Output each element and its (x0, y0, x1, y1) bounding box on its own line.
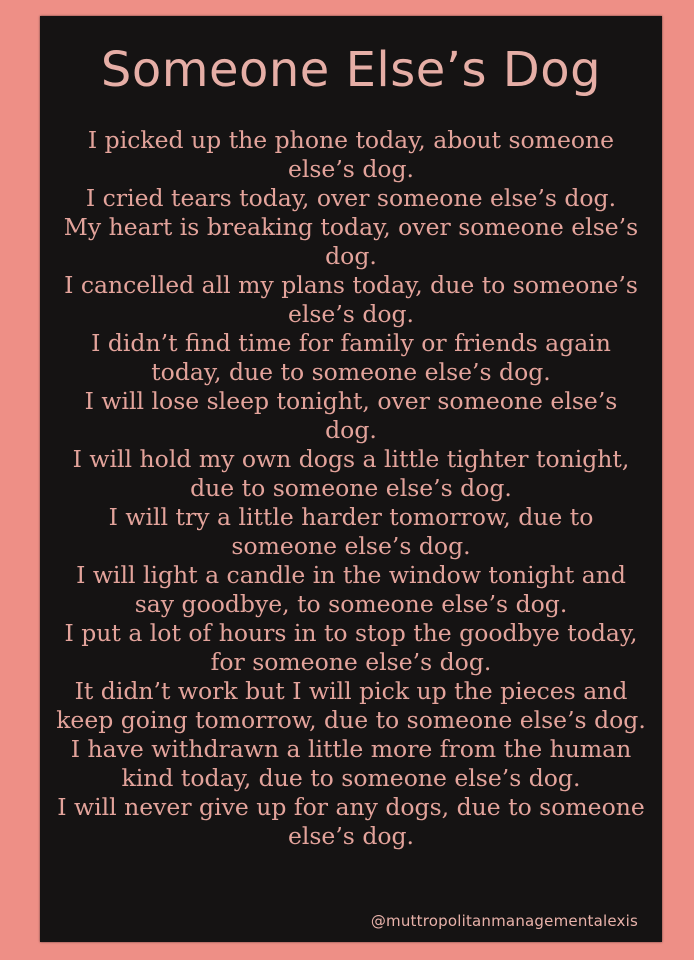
poem-line: I will never give up for any dogs, due to someone else’s dog. (57, 793, 645, 850)
poem-line: I didn’t find time for family or friends again today, due to someone else’s dog. (91, 329, 611, 386)
poem-body (56, 126, 646, 851)
poem-line: I will hold my own dogs a little tighter tonight, due to someone else’s dog. (72, 445, 630, 502)
poem-line: I will lose sleep tonight, over someone else’s dog. (84, 387, 618, 444)
poem-line: I picked up the phone today, about someone else’s dog. (87, 126, 615, 183)
poem-title: Someone Else’s Dog (100, 42, 602, 98)
poem-line: I cancelled all my plans today, due to someone’s else’s dog. (64, 271, 638, 328)
poem-line: It didn’t work but I will pick up the pieces and keep going tomorrow, due to someone else’s dog. (56, 677, 646, 734)
author-handle: @muttropolitanmanagementalexis (370, 912, 638, 930)
poem-line: My heart is breaking today, over someone else’s dog. (63, 213, 639, 270)
poem-card (40, 16, 662, 942)
poem-line: I will light a candle in the window tonight and say goodbye, to someone else’s dog. (76, 561, 626, 618)
poem-line: I will try a little harder tomorrow, due to someone else’s dog. (108, 503, 594, 560)
poem-line: I cried tears today, over someone else’s dog. (85, 184, 617, 212)
poem-line: I put a lot of hours in to stop the goodbye today, for someone else’s dog. (64, 619, 638, 676)
poem-line: I have withdrawn a little more from the human kind today, due to someone else’s dog. (70, 735, 632, 792)
